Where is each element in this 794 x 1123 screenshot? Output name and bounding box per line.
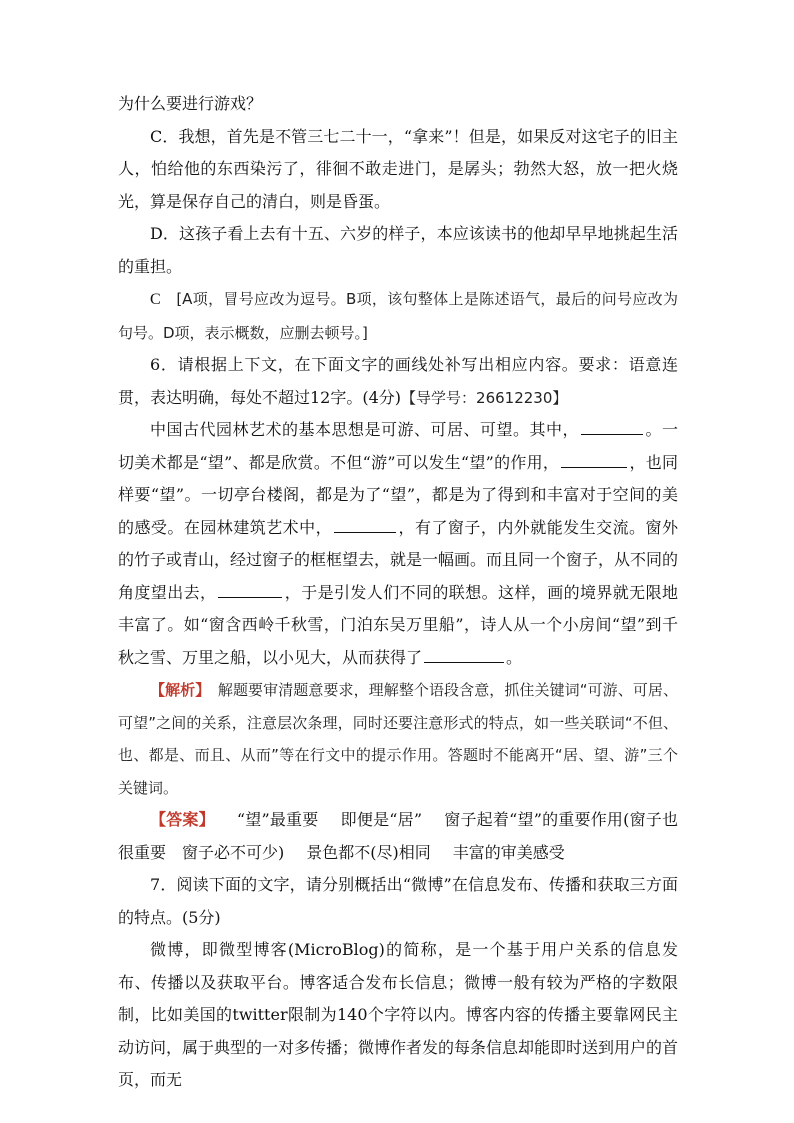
answer-item: 丰富的审美感受 <box>452 842 565 862</box>
document-body <box>118 88 678 1097</box>
answer-item: 即便是“居” <box>340 810 423 829</box>
text-line: 为什么要进行游戏？ <box>118 94 263 113</box>
question-6-answer <box>118 804 678 869</box>
passage-segment: ，有了窗子，内外就能发生交流。窗外的竹子或青山，经过窗子的框框望去，就是一幅画。而且同一个窗子，从不同的角度望出去， <box>118 517 679 602</box>
answer-5-letter: C <box>150 291 161 308</box>
answer-item: 窗子起着“望”的重要作用(窗子也很重要 窗子必不可少) <box>118 810 678 862</box>
answer-item: 景色都不(尽)相同 <box>306 842 431 862</box>
passage-segment: ，于是引发人们不同的联想。这样，画的境界就无限地丰富了。如“窗含西岭千秋雪，门泊东吴万里船”，诗人从一个小房间“望”到千秋之雪、万里之船，以小见大，从而获得了 <box>118 582 678 667</box>
question-6-text: 6．请根据上下文，在下面文字的画线处补写出相应内容。要求：语意连贯，表达明确，每处不超过12字。(4分) <box>118 355 678 407</box>
option-d: D．这孩子看上去有十五、六岁的样子，本应该读书的他却早早地挑起生活的重担。 <box>118 224 678 276</box>
answer-5-explanation: [A项，冒号应改为逗号。B项，该句整体上是陈述语气，最后的问号应改为句号。D项，表示概数，应删去顿号。] <box>118 290 678 342</box>
fill-blank-1[interactable] <box>581 416 643 435</box>
question-6-stem <box>118 349 678 414</box>
question-7-passage: 微博，即微型博客(MicroBlog)的简称，是一个基于用户关系的信息发布、传播以及获取平台。博客适合发布长信息；微博一般有较为严格的字数限制，比如美国的twitter限制为140个字符以内。博客内容的传播主要靠网民主动访问，属于典型的一对多传播；微博作者发的每条信息却能即时送到用户的首页，而无 <box>118 940 679 1089</box>
fill-blank-3[interactable] <box>334 514 396 533</box>
fill-blank-4[interactable] <box>218 579 282 598</box>
fill-blank-5[interactable] <box>424 644 504 663</box>
answer-tag: 【答案】 <box>150 810 215 829</box>
analysis-tag: 【解析】 <box>150 681 203 699</box>
passage-segment: 。一切美术都是“望”、都是欣赏。不但“游”可以发生“望”的作用， <box>118 420 678 472</box>
passage-segment: 中国古代园林艺术的基本思想是可游、可居、可望。其中， <box>150 420 579 439</box>
passage-segment: ，也同样要“望”。一切亭台楼阁，都是为了“望”，都是为了得到和丰富对于空间的美的感受。在园林建筑艺术中， <box>118 452 678 537</box>
analysis-text: 解题要审清题意要求，理解整个语段含意，抓住关键词“可游、可居、可望”之间的关系，注意层次条理，同时还要注意形式的特点，如一些关联词“不但、也、都是、而且、从而”等在行文中的提示作用。答题时不能离开“居、望、游”三个关键词。 <box>118 681 678 797</box>
question-6-passage <box>118 414 678 674</box>
answer-item: “望”最重要 <box>236 810 319 829</box>
fill-blank-2[interactable] <box>561 449 627 468</box>
question-7-stem: 7．阅读下面的文字，请分别概括出“微博”在信息发布、传播和获取三方面的特点。(5分) <box>118 875 678 927</box>
answer-5 <box>118 283 678 349</box>
question-6-analysis <box>118 674 678 804</box>
option-c: C．我想，首先是不管三七二十一，“拿来”！但是，如果反对这宅子的旧主人，怕给他的东西染污了，徘徊不敢走进门，是孱头；勃然大怒，放一把火烧光，算是保存自己的清白，则是昏蛋。 <box>118 126 678 211</box>
question-6-code: 【导学号：26612230】 <box>401 388 568 407</box>
passage-segment: 。 <box>506 647 523 667</box>
